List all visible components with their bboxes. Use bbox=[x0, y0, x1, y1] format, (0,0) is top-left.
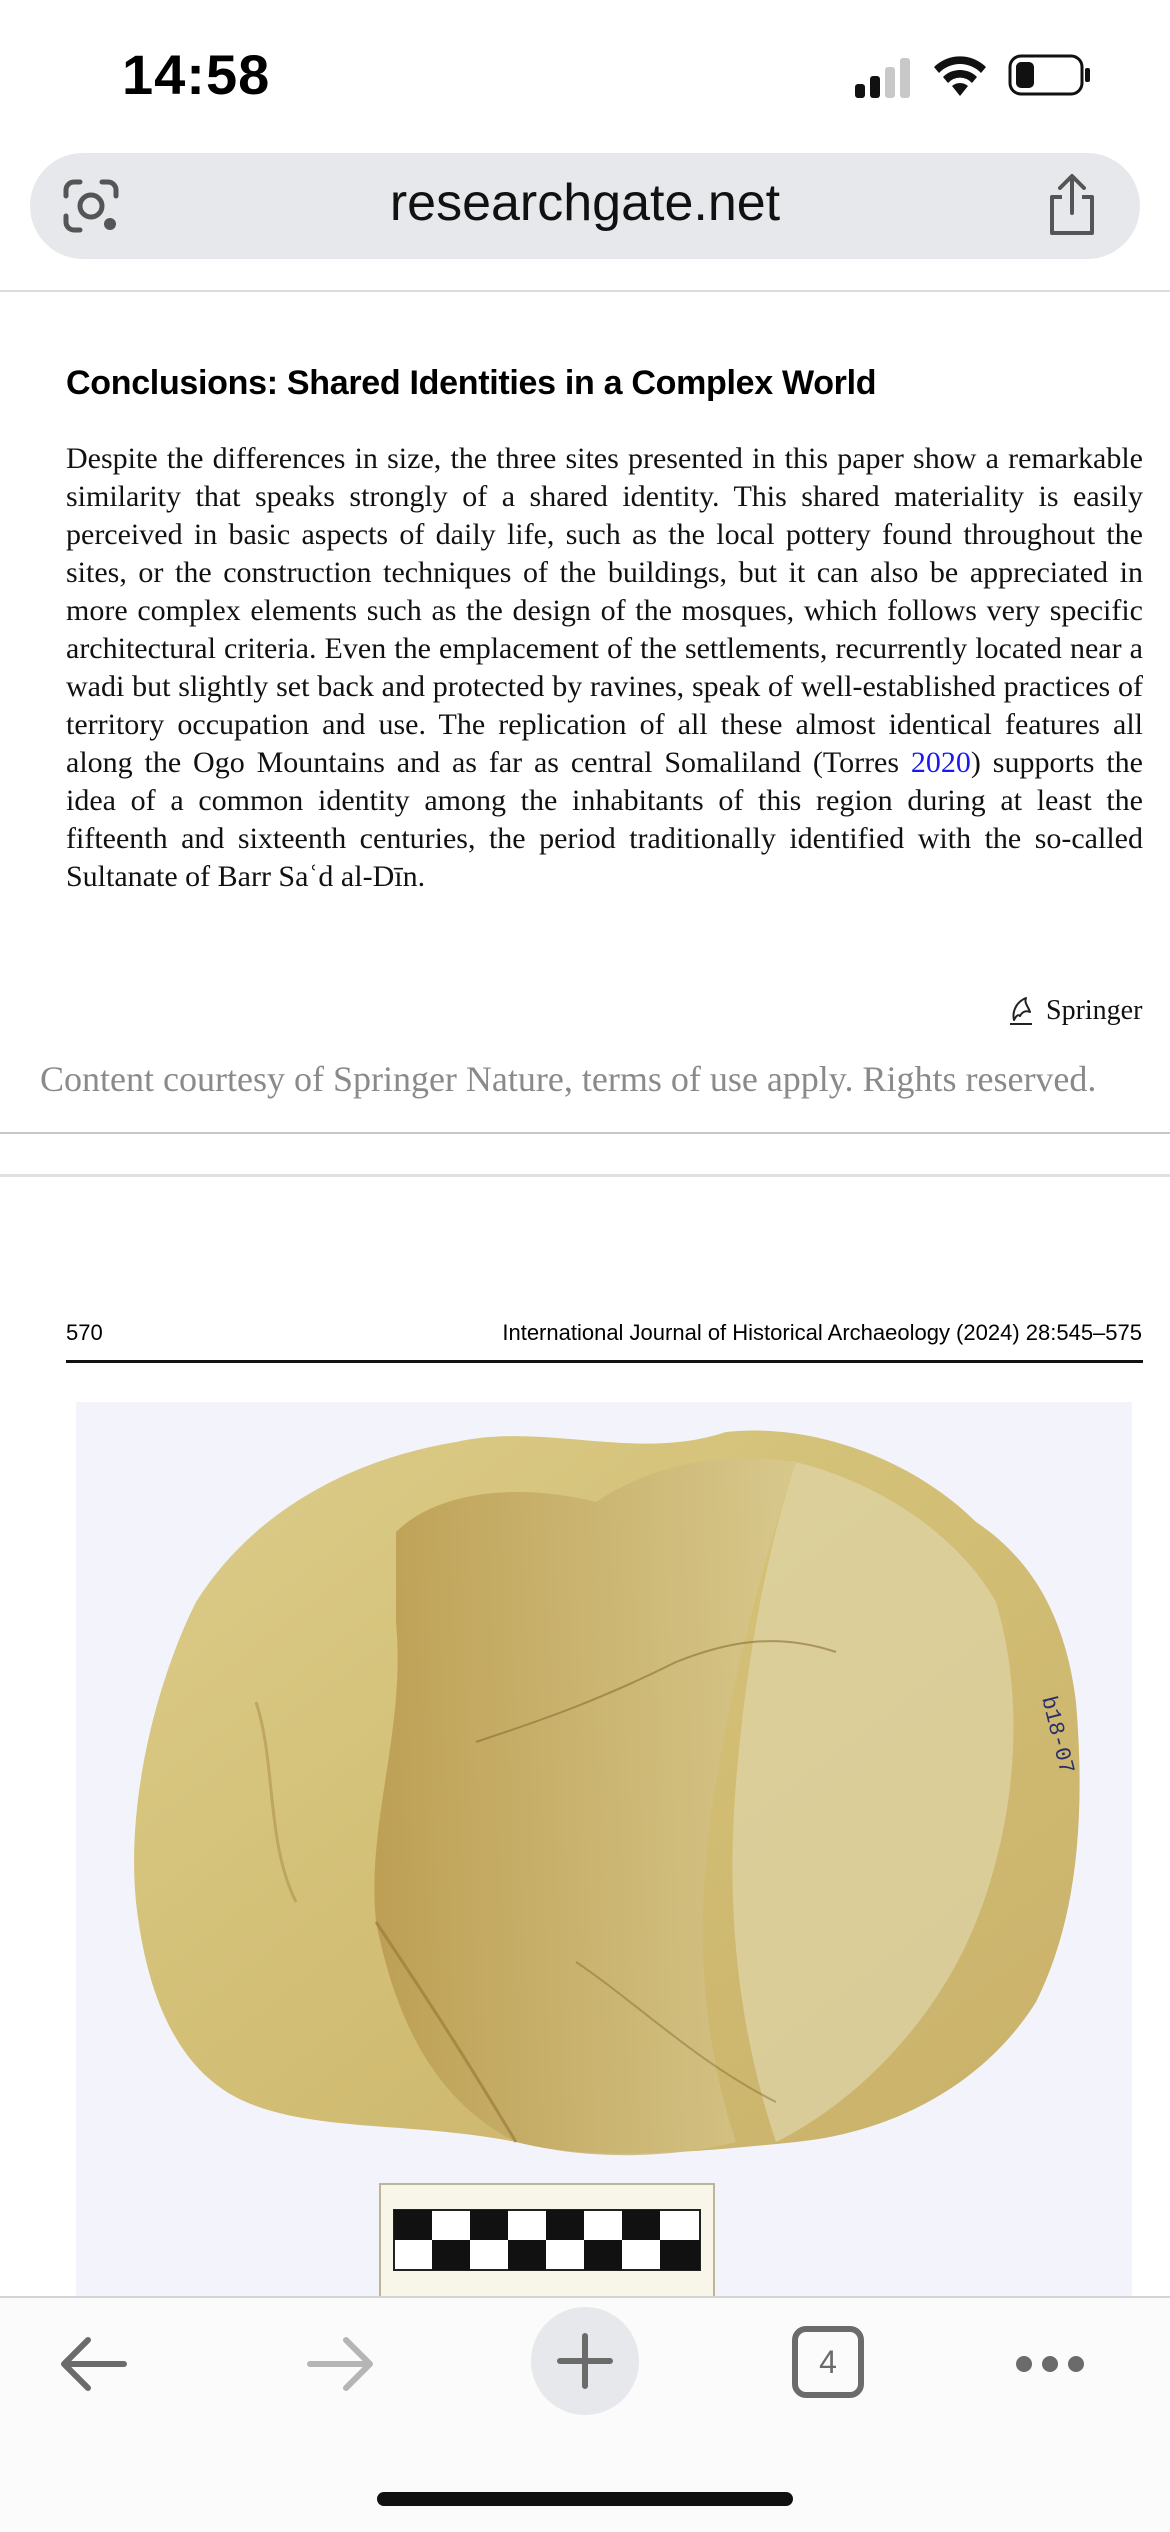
specimen-label-text: b18-07 bbox=[1035, 1693, 1079, 1777]
stone-artifact-image bbox=[76, 1402, 1132, 2302]
toolbar-divider bbox=[0, 290, 1170, 292]
page-separator bbox=[0, 1132, 1170, 1134]
forward-arrow-icon[interactable] bbox=[304, 2334, 376, 2394]
springer-horse-icon bbox=[1006, 994, 1036, 1028]
url-text[interactable]: researchgate.net bbox=[389, 174, 781, 232]
back-arrow-icon[interactable] bbox=[58, 2334, 130, 2394]
page-separator-lower bbox=[0, 1174, 1170, 1177]
springer-label: Springer bbox=[1046, 995, 1143, 1026]
status-bar bbox=[0, 0, 1170, 150]
scale-bar bbox=[380, 2184, 714, 2302]
status-time: 14:58 bbox=[122, 43, 271, 106]
home-indicator[interactable] bbox=[377, 2492, 793, 2506]
journal-citation: International Journal of Historical Archaeology (2024) 28:545–575 bbox=[502, 1320, 1142, 1345]
new-tab-plus-icon[interactable] bbox=[530, 2306, 640, 2416]
more-menu-icon[interactable] bbox=[1014, 2344, 1086, 2384]
address-bar[interactable] bbox=[30, 153, 1140, 259]
paragraph-text-continued: ) supports the idea of a common identity among the inhabitants of this region during at least the fifteenth and sixteenth centuries, the period traditionally identified with the so-called Sultanate of Barr Saʿd al-Dīn. bbox=[66, 746, 1143, 893]
courtesy-notice: Content courtesy of Springer Nature, terms of use apply. Rights reserved. bbox=[40, 1059, 1097, 1099]
cellular-signal-icon bbox=[853, 58, 913, 98]
battery-icon bbox=[1008, 54, 1092, 96]
share-icon[interactable] bbox=[1044, 173, 1100, 237]
conclusion-paragraph bbox=[66, 440, 1143, 896]
page-number: 570 bbox=[66, 1320, 103, 1345]
paragraph-text: Despite the differences in size, the three sites presented in this paper show a remarkable similarity that speaks strongly of a shared identity. This shared materiality is easily perceived in basic aspects of daily life, such as the local pottery found throughout the sites, or the construction techniques of the buildings, but it can also be appreciated in more complex elements such as the design of the mosques, which follows very specific architectural criteria. Even the emplacement of the settlements, recurrently located near a wadi but slightly set back and protected by ravines, speak of well-established practices of territory occupation and use. The replication of all these almost identical features all along the Ogo Mountains and as far as central Somaliland (Torres bbox=[66, 442, 1143, 779]
artifact-photo bbox=[76, 1402, 1132, 2302]
tab-switcher-icon[interactable]: 4 bbox=[792, 2326, 864, 2398]
springer-logo bbox=[1006, 994, 1142, 1028]
section-heading: Conclusions: Shared Identities in a Complex World bbox=[66, 364, 877, 402]
citation-link[interactable]: 2020 bbox=[910, 746, 971, 779]
header-rule bbox=[66, 1360, 1143, 1363]
wifi-icon bbox=[932, 52, 988, 98]
